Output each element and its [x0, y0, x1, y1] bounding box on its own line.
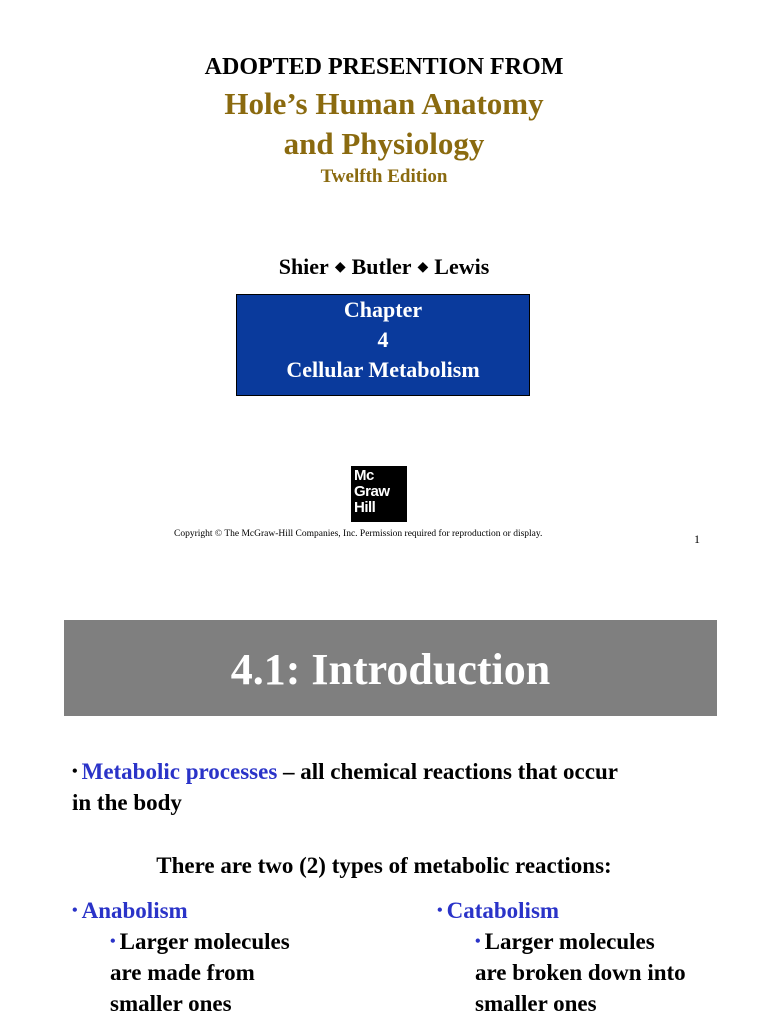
anabolism-column [72, 895, 392, 1019]
logo-text: Graw [354, 483, 390, 500]
term-catabolism: Catabolism [446, 898, 560, 923]
authors-line [0, 254, 768, 280]
desc-line: Larger molecules [119, 929, 290, 954]
page-number: 1 [694, 532, 700, 546]
anabolism-desc [72, 926, 392, 957]
diamond-icon: ◆ [334, 260, 346, 275]
section-title: 4.1: Introduction [230, 645, 551, 694]
types-heading: There are two (2) types of metabolic reactions: [156, 853, 612, 878]
chapter-label: Chapter [343, 297, 423, 322]
definition-text: – all chemical reactions that occur [277, 759, 618, 784]
book-title-line2: and Physiology [283, 126, 485, 161]
desc-line: smaller ones [475, 991, 597, 1016]
definition-text-cont: in the body [72, 790, 182, 815]
section-title-banner [64, 620, 717, 716]
definition-bullet [72, 756, 712, 818]
desc-line: Larger molecules [484, 929, 655, 954]
bullet-icon: • [72, 902, 78, 919]
logo-text: Hill [354, 499, 376, 516]
bullet-icon: • [437, 902, 443, 919]
chapter-box [236, 294, 530, 396]
term-metabolic-processes: Metabolic processes [81, 759, 278, 784]
catabolism-column [437, 895, 757, 1019]
author-name: Shier [278, 254, 329, 279]
chapter-title: Cellular Metabolism [286, 357, 480, 382]
edition-label: Twelfth Edition [320, 166, 448, 187]
bullet-icon: • [110, 933, 116, 950]
desc-line: are made from [110, 960, 255, 985]
mcgraw-hill-logo [351, 466, 407, 522]
author-name: Lewis [434, 254, 490, 279]
author-name: Butler [351, 254, 412, 279]
logo-text: Mc [354, 467, 374, 484]
copyright-notice: Copyright © The McGraw-Hill Companies, Inc. Permission required for reproduction or display. [174, 529, 543, 539]
desc-line: smaller ones [110, 991, 232, 1016]
chapter-number: 4 [377, 327, 389, 352]
book-title-line1: Hole’s Human Anatomy [224, 86, 544, 121]
bullet-icon: • [72, 763, 78, 780]
desc-line: are broken down into [475, 960, 686, 985]
catabolism-item [437, 895, 757, 926]
term-anabolism: Anabolism [81, 898, 188, 923]
bullet-icon: • [475, 933, 481, 950]
diamond-icon: ◆ [417, 260, 429, 275]
slide-header: ADOPTED PRESENTION FROM [204, 54, 564, 80]
anabolism-item [72, 895, 392, 926]
catabolism-desc [437, 926, 757, 957]
